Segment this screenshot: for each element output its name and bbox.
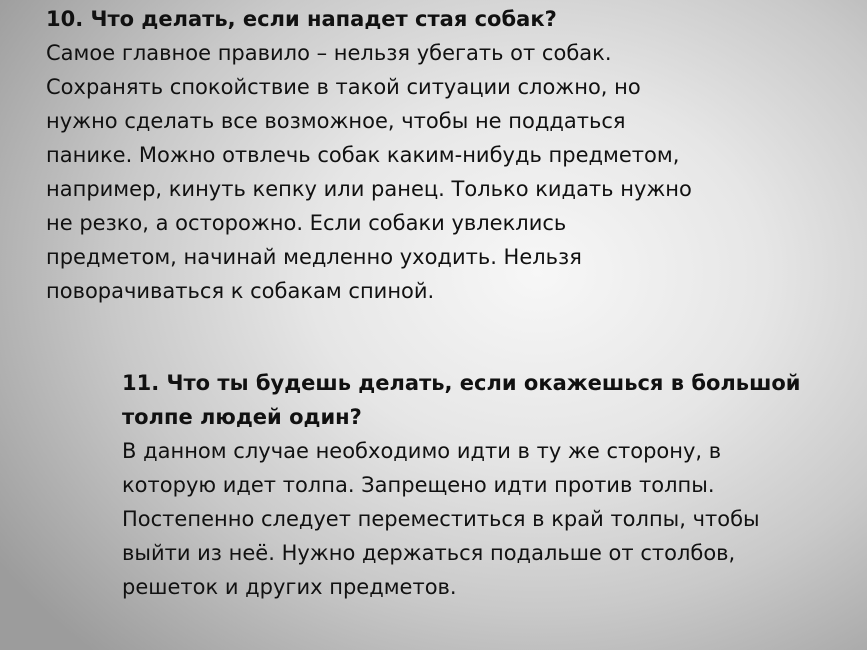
section-11-line: Постепенно следует переместиться в край толпы, чтобы [122, 507, 760, 531]
section-11 [122, 366, 842, 604]
section-10-line: предметом, начинай медленно уходить. Нельзя [46, 245, 582, 269]
section-10-heading: 10. Что делать, если нападет стая собак? [46, 7, 557, 31]
section-10 [46, 2, 846, 308]
section-10-line: Сохранять спокойствие в такой ситуации сложно, но [46, 75, 641, 99]
section-10-line: не резко, а осторожно. Если собаки увлеклись [46, 211, 567, 235]
section-11-heading-line: 11. Что ты будешь делать, если окажешься в большой [122, 371, 801, 395]
section-11-line: которую идет толпа. Запрещено идти против толпы. [122, 473, 715, 497]
section-11-line: В данном случае необходимо идти в ту же сторону, в [122, 439, 722, 463]
section-10-line: например, кинуть кепку или ранец. Только кидать нужно [46, 177, 692, 201]
section-10-line: Самое главное правило – нельзя убегать от собак. [46, 41, 612, 65]
section-10-line: панике. Можно отвлечь собак каким-нибудь предметом, [46, 143, 680, 167]
section-11-heading-line: толпе людей один? [122, 405, 362, 429]
section-10-line: нужно сделать все возможное, чтобы не поддаться [46, 109, 626, 133]
section-11-line: выйти из неё. Нужно держаться подальше от столбов, [122, 541, 736, 565]
section-11-line: решеток и других предметов. [122, 575, 457, 599]
section-10-line: поворачиваться к собакам спиной. [46, 279, 435, 303]
